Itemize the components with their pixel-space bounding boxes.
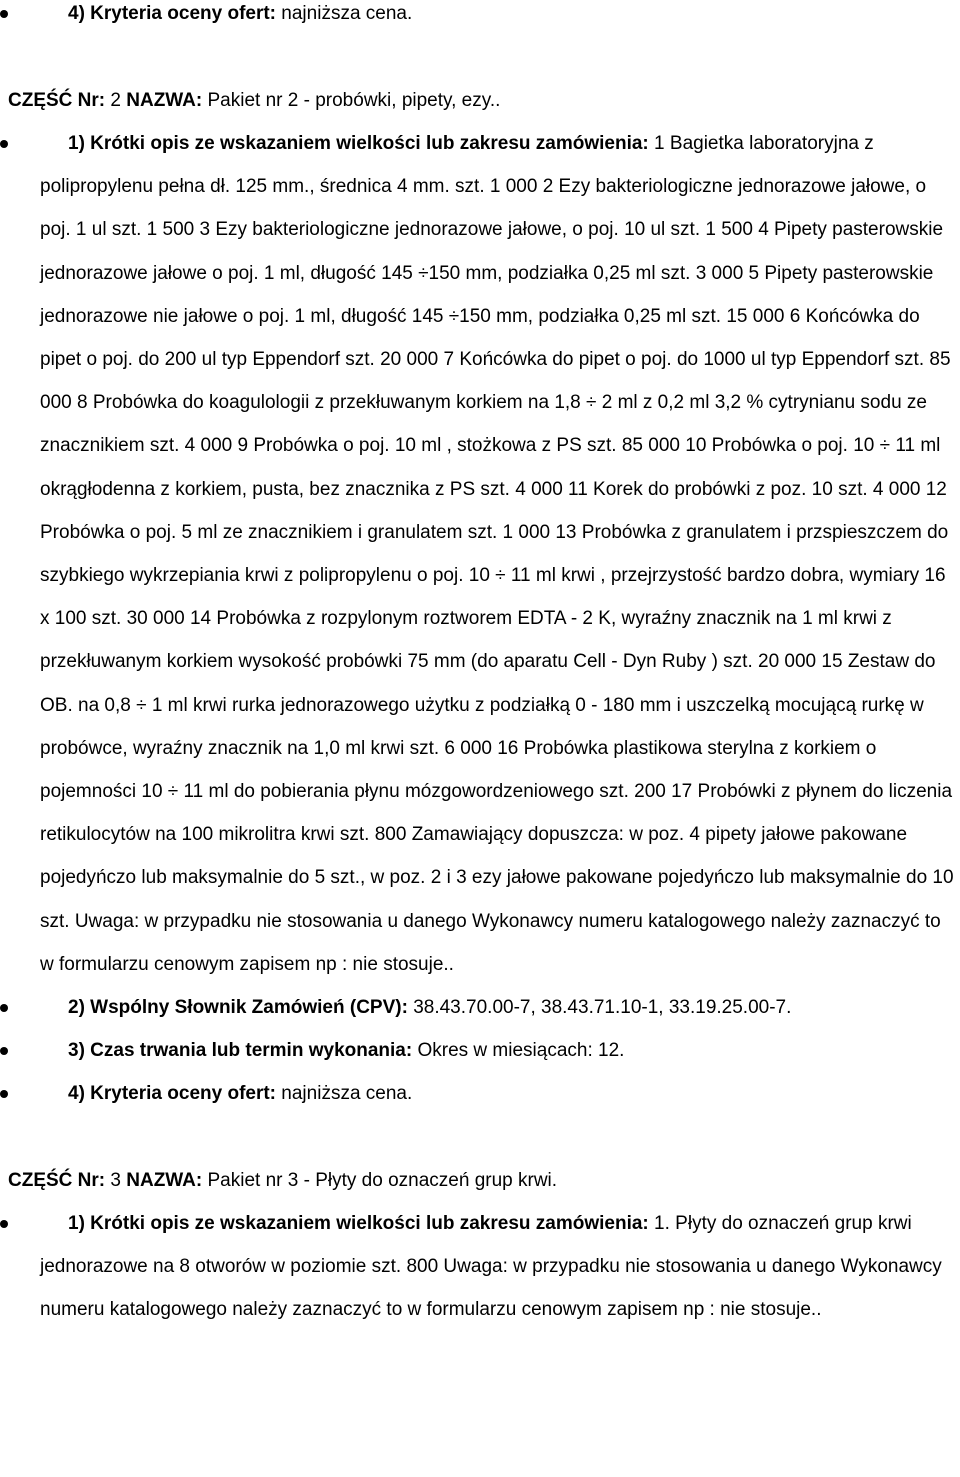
criteria-label: 4) Kryteria oceny ofert: [68, 3, 277, 24]
part3-heading [0, 1159, 960, 1202]
description-label: 1) Krótki opis ze wskazaniem wielkości lub zakresu zamówienia: [68, 133, 649, 154]
part2-criteria-item [0, 1072, 960, 1115]
part3-description-item [0, 1202, 960, 1332]
part2-description-item [0, 122, 960, 986]
description-text: 1 Bagietka laboratoryjna z polipropylenu pełna dł. 125 mm., średnica 4 mm. szt. 1 000 2 Ezy bakteriologiczne jednorazowe jałowe, o poj. 1 ul szt. 1 500 3 Ezy bakteriologiczne jednorazowe jałowe, o poj. 10 ul szt. 1 500 4 Pipety pasterowskie jednorazowe jałowe o poj. 1 ml, długość 145 ÷150 mm, podziałka 0,25 ml szt. 3 000 5 Pipety pasterowskie jednorazowe nie jałowe o poj. 1 ml, długość 145 ÷150 mm, podziałka 0,25 ml szt. 15 000 6 Końcówka do pipet o poj. do 200 ul typ Eppendorf szt. 20 000 7 Końcówka do pipet o poj. do 1000 ul typ Eppendorf szt. 85 000 8 Probówka do koagulologii z przekłuwanym korkiem na 1,8 ÷ 2 ml z 0,2 ml 3,2 % cytrynianu sodu ze znacznikiem szt. 4 000 9 Probówka o poj. 10 ml , stożkowa z PS szt. 85 000 10 Probówka o poj. 10 ÷ 11 ml okrągłodenna z korkiem, pusta, bez znacznika z PS szt. 4 000 11 Korek do probówki z poz. 10 szt. 4 000 12 Probówka o poj. 5 ml ze znacznikiem i granulatem szt. 1 000 13 Probówka z granulatem i przspieszczem do szybkiego wykrzepiania krwi z polipropylenu o poj. 10 ÷ 11 ml krwi , przejrzystość bardzo dobra, wymiary 16 x 100 szt. 30 000 14 Probówka z rozpylonym roztworem EDTA - 2 K, wyraźny znacznik na 1 ml krwi z przekłuwanym korkiem wysokość probówki 75 mm (do aparatu Cell - Dyn Ruby ) szt. 20 000 15 Zestaw do OB. na 0,8 ÷ 1 ml krwi rurka jednorazowego użytku z podziałką 0 - 180 mm i uszczelką mocującą rurkę w probówce, wyraźny znacznik na 1,0 ml krwi szt. 6 000 16 Probówka plastikowa sterylna z korkiem o pojemności 10 ÷ 11 ml do pobierania płynu mózgowordzeniowego szt. 200 17 Probówki z płynem do liczenia retikulocytów na 100 mikrolitra krwi szt. 800 Zamawiający dopuszcza: w poz. 4 pipety jałowe pakowane pojedyńczo lub maksymalnie do 5 szt., w poz. 2 i 3 ezy jałowe pakowane pojedyńczo lub maksymalnie do 10 szt. Uwaga: w przypadku nie stosowania u danego Wykonawcy numeru katalogowego należy zaznaczyć to w formularzu cenowym zapisem np : nie stosuje.. [40, 133, 954, 975]
name-label: NAZWA: [126, 90, 203, 111]
criteria-value: najniższa cena. [276, 3, 413, 24]
criteria-item-top [0, 0, 960, 35]
bullet-icon [0, 1047, 8, 1055]
part-name: Pakiet nr 3 - Płyty do oznaczeń grup krwi. [202, 1170, 558, 1192]
part-number: 3 [105, 1170, 127, 1192]
part-label: CZĘŚĆ Nr: [8, 90, 106, 111]
bullet-icon [0, 1004, 8, 1012]
cpv-label: 2) Wspólny Słownik Zamówień (CPV): [68, 997, 408, 1019]
duration-label: 3) Czas trwania lub termin wykonania: [68, 1040, 413, 1062]
part2-cpv-item [0, 986, 960, 1029]
criteria-label: 4) Kryteria oceny ofert: [68, 1083, 277, 1105]
part-label: CZĘŚĆ Nr: [8, 1170, 106, 1192]
duration-value: Okres w miesiącach: 12. [412, 1040, 625, 1062]
bullet-icon [0, 10, 8, 18]
part2-heading [0, 79, 960, 122]
name-label: NAZWA: [126, 1170, 203, 1192]
part-number: 2 [105, 90, 127, 111]
description-label: 1) Krótki opis ze wskazaniem wielkości lub zakresu zamówienia: [68, 1213, 649, 1235]
bullet-icon [0, 1220, 8, 1228]
cpv-value: 38.43.70.00-7, 38.43.71.10-1, 33.19.25.00-7. [407, 997, 792, 1019]
criteria-value: najniższa cena. [276, 1083, 413, 1105]
bullet-icon [0, 140, 8, 148]
part-name: Pakiet nr 2 - probówki, pipety, ezy.. [202, 90, 501, 111]
part2-duration-item [0, 1029, 960, 1072]
bullet-icon [0, 1090, 8, 1098]
description-text: 1. Płyty do oznaczeń grup krwi jednorazowe na 8 otworów w poziomie szt. 800 Uwaga: w przypadku nie stosowania u danego Wykonawcy numeru katalogowego należy zaznaczyć to w formularzu cenowym zapisem np : nie stosuje.. [40, 1213, 942, 1321]
